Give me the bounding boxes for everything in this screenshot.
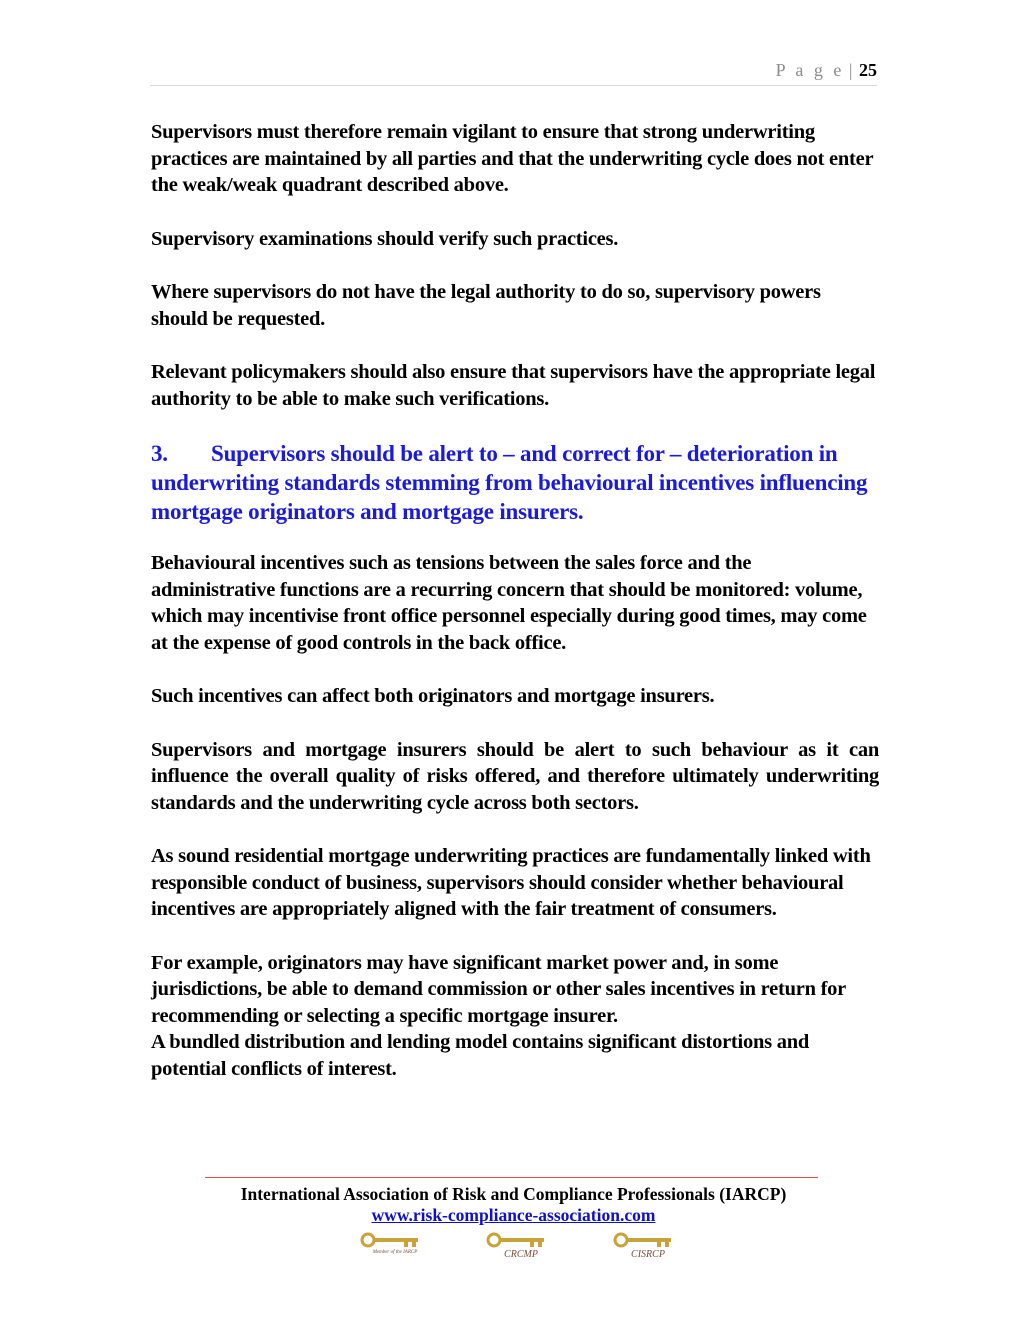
page-label: P a g e: [775, 60, 845, 80]
footer-organization: International Association of Risk and Compliance Professionals (IARCP): [240, 1184, 787, 1204]
badge-label: CRCMP: [504, 1249, 538, 1260]
paragraph-6: Such incentives can affect both originators and mortgage insurers.: [151, 685, 715, 707]
page-number: 25: [859, 60, 877, 80]
paragraph-5: Behavioural incentives such as tensions between the sales force and the administrative functions are a recurring concern that should be monitored: volume, which may incentivise front office personnel especially during good times, may come at the expense of good controls in the back office.: [151, 552, 867, 654]
key-icon: [360, 1232, 422, 1250]
document-body: [151, 119, 879, 1082]
badge-member: [360, 1232, 430, 1262]
paragraph-2: Supervisory examinations should verify such practices.: [151, 227, 619, 250]
page-header: [150, 60, 877, 86]
paragraph-7: Supervisors and mortgage insurers should be alert to such behaviour as it can influence the overall quality of risks offered, and therefore ultimately underwriting standards and the underwriting cycle across both sectors.: [151, 738, 879, 814]
key-icon: [613, 1232, 675, 1250]
paragraph-8: As sound residential mortgage underwriting practices are fundamentally linked with responsible conduct of business, supervisors should consider whether behavioural incentives are appropriately aligned with the fair treatment of consumers.: [151, 845, 871, 920]
paragraph-9b: A bundled distribution and lending model contains significant distortions and potential conflicts of interest.: [151, 1031, 810, 1080]
section-heading: [151, 439, 879, 526]
badge-cisrcp: [613, 1232, 683, 1262]
paragraph-1: Supervisors must therefore remain vigilant to ensure that strong underwriting practices are maintained by all parties and that the underwriting cycle does not enter the weak/weak quadrant described above.: [151, 121, 873, 196]
badge-label: Member of the IARCP: [372, 1250, 418, 1255]
badge-label: CISRCP: [631, 1249, 665, 1260]
key-icon: [486, 1232, 548, 1250]
page-separator: |: [848, 60, 853, 80]
badge-crcmp: [486, 1232, 556, 1262]
footer-divider: [205, 1177, 818, 1178]
section-number: 3.: [151, 441, 168, 466]
paragraph-3: Where supervisors do not have the legal authority to do so, supervisory powers should be requested.: [151, 281, 821, 330]
section-heading-text: Supervisors should be alert to – and correct for – deterioration in underwriting standards stemming from behavioural incentives influencing mortgage originators and mortgage insurers.: [151, 441, 868, 524]
website-link[interactable]: www.risk-compliance-association.com: [371, 1205, 656, 1225]
footer-website: [150, 1204, 877, 1226]
paragraph-9a: For example, originators may have significant market power and, in some jurisdictions, be able to demand commission or other sales incentives in return for recommending or selecting a specific mortgage insurer.: [151, 951, 846, 1027]
paragraph-4: Relevant policymakers should also ensure that supervisors have the appropriate legal authority to be able to make such verifications.: [151, 361, 876, 410]
